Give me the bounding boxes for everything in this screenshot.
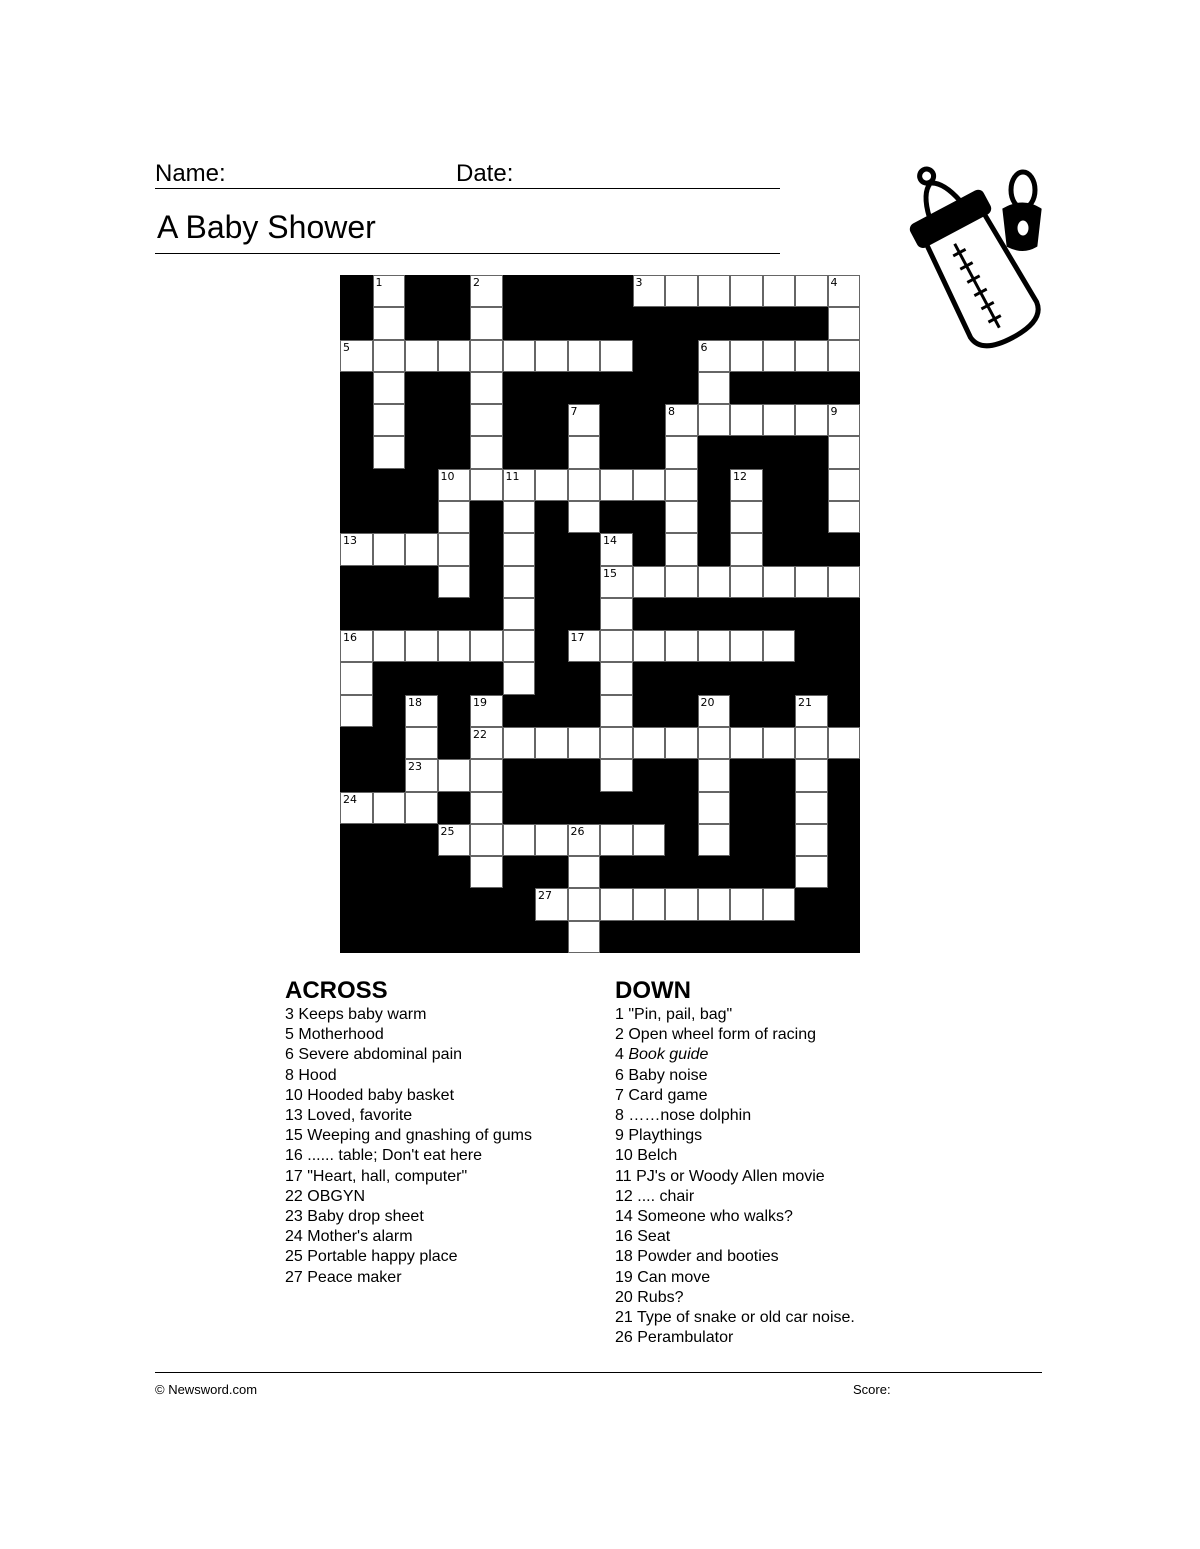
clue-number: 11 bbox=[505, 469, 520, 483]
grid-cell[interactable] bbox=[568, 340, 601, 372]
grid-cell[interactable] bbox=[535, 888, 568, 920]
grid-cell[interactable] bbox=[503, 533, 536, 565]
down-clue bbox=[615, 1247, 855, 1267]
down-heading: DOWN bbox=[615, 977, 691, 1004]
clue-num: 11 bbox=[615, 1167, 632, 1185]
clue-number: 21 bbox=[798, 695, 812, 709]
clue-text: Open wheel form of racing bbox=[628, 1026, 817, 1044]
down-clue bbox=[615, 1005, 855, 1025]
grid-cell[interactable] bbox=[568, 436, 601, 468]
grid-cell[interactable] bbox=[665, 436, 698, 468]
grid-cell[interactable] bbox=[470, 436, 503, 468]
grid-cell[interactable] bbox=[828, 275, 861, 307]
grid-cell[interactable] bbox=[503, 501, 536, 533]
clue-num: 21 bbox=[615, 1309, 633, 1327]
clue-num: 19 bbox=[615, 1268, 633, 1286]
clue-num: 6 bbox=[285, 1046, 294, 1064]
grid-cell[interactable] bbox=[568, 888, 601, 920]
grid-cell[interactable] bbox=[340, 533, 373, 565]
grid-cell[interactable] bbox=[828, 404, 861, 436]
grid-cell[interactable] bbox=[698, 404, 731, 436]
grid-cell[interactable] bbox=[730, 533, 763, 565]
grid-cell[interactable] bbox=[795, 275, 828, 307]
copyright: © Newsword.com bbox=[155, 1382, 258, 1397]
grid-cell[interactable] bbox=[470, 340, 503, 372]
clue-text: "Heart, hall, computer" bbox=[307, 1167, 468, 1185]
grid-cell[interactable] bbox=[568, 824, 601, 856]
grid-cell[interactable] bbox=[438, 630, 471, 662]
down-clue bbox=[615, 1207, 855, 1227]
across-clue bbox=[285, 1187, 532, 1207]
clue-text: Playthings bbox=[628, 1127, 703, 1145]
clue-text: Hooded baby basket bbox=[307, 1086, 455, 1104]
grid-cell[interactable] bbox=[405, 695, 438, 727]
clue-number: 12 bbox=[733, 469, 747, 483]
grid-cell[interactable] bbox=[828, 307, 861, 339]
grid-cell[interactable] bbox=[405, 792, 438, 824]
clue-num: 7 bbox=[615, 1086, 624, 1104]
clue-number: 6 bbox=[700, 340, 708, 354]
grid-cell[interactable] bbox=[600, 888, 633, 920]
grid-cell[interactable] bbox=[340, 792, 373, 824]
grid-cell[interactable] bbox=[470, 404, 503, 436]
grid-cell[interactable] bbox=[503, 630, 536, 662]
grid-cell[interactable] bbox=[535, 727, 568, 759]
clue-text: Peace maker bbox=[307, 1268, 402, 1286]
grid-cell[interactable] bbox=[535, 340, 568, 372]
down-clue bbox=[615, 1308, 855, 1328]
grid-cell[interactable] bbox=[373, 533, 406, 565]
grid-cell[interactable] bbox=[795, 566, 828, 598]
grid-cell[interactable] bbox=[828, 340, 861, 372]
clue-num: 4 bbox=[615, 1046, 624, 1064]
grid-cell[interactable] bbox=[763, 630, 796, 662]
across-heading: ACROSS bbox=[285, 977, 388, 1004]
grid-cell[interactable] bbox=[373, 340, 406, 372]
grid-cell[interactable] bbox=[795, 792, 828, 824]
grid-cell[interactable] bbox=[665, 501, 698, 533]
grid-cell[interactable] bbox=[600, 566, 633, 598]
clue-num: 8 bbox=[615, 1107, 624, 1125]
grid-cell[interactable] bbox=[438, 340, 471, 372]
grid-cell[interactable] bbox=[503, 824, 536, 856]
clue-text: ...... table; Don't eat here bbox=[307, 1147, 482, 1165]
grid-cell[interactable] bbox=[405, 727, 438, 759]
score-label: Score: bbox=[853, 1382, 891, 1397]
clue-number: 27 bbox=[538, 889, 552, 903]
grid-cell[interactable] bbox=[373, 307, 406, 339]
page-title: A Baby Shower bbox=[157, 209, 376, 245]
clue-number: 2 bbox=[473, 276, 480, 289]
clue-num: 14 bbox=[615, 1208, 633, 1226]
down-clue bbox=[615, 1328, 855, 1348]
footer-line bbox=[155, 1372, 1042, 1373]
clue-num: 6 bbox=[615, 1066, 624, 1084]
grid-cell[interactable] bbox=[470, 695, 503, 727]
grid-cell[interactable] bbox=[828, 436, 861, 468]
grid-cell[interactable] bbox=[470, 856, 503, 888]
grid-cell[interactable] bbox=[730, 888, 763, 920]
grid-cell[interactable] bbox=[633, 888, 666, 920]
grid-cell[interactable] bbox=[373, 630, 406, 662]
clue-number: 20 bbox=[700, 695, 715, 709]
clue-text: Mother's alarm bbox=[307, 1228, 413, 1246]
grid-cell[interactable] bbox=[438, 566, 471, 598]
across-clue bbox=[285, 1126, 532, 1146]
clue-num: 26 bbox=[615, 1329, 633, 1347]
clue-text: Powder and booties bbox=[637, 1248, 779, 1266]
grid-cell[interactable] bbox=[698, 824, 731, 856]
grid-cell[interactable] bbox=[795, 824, 828, 856]
down-clue bbox=[615, 1086, 855, 1106]
clue-num: 24 bbox=[285, 1228, 303, 1246]
down-clue bbox=[615, 1025, 855, 1045]
clue-text: Perambulator bbox=[637, 1329, 734, 1347]
grid-cell[interactable] bbox=[503, 598, 536, 630]
grid-cell[interactable] bbox=[600, 340, 633, 372]
grid-cell[interactable] bbox=[568, 856, 601, 888]
clue-text: Loved, favorite bbox=[307, 1107, 413, 1125]
baby-bottle-icon bbox=[905, 150, 1050, 350]
grid-cell[interactable] bbox=[795, 727, 828, 759]
grid-cell[interactable] bbox=[633, 469, 666, 501]
grid-cell[interactable] bbox=[600, 759, 633, 791]
grid-cell[interactable] bbox=[763, 275, 796, 307]
across-clue bbox=[285, 1066, 532, 1086]
grid-cell[interactable] bbox=[698, 888, 731, 920]
grid-cell[interactable] bbox=[665, 566, 698, 598]
grid-cell[interactable] bbox=[828, 727, 861, 759]
grid-cell[interactable] bbox=[405, 533, 438, 565]
grid-cell[interactable] bbox=[795, 340, 828, 372]
grid-cell[interactable] bbox=[373, 436, 406, 468]
grid-cell[interactable] bbox=[795, 695, 828, 727]
grid-cell[interactable] bbox=[730, 340, 763, 372]
clue-num: 27 bbox=[285, 1268, 303, 1286]
clue-text: Type of snake or old car noise. bbox=[636, 1309, 855, 1327]
across-clue bbox=[285, 1045, 532, 1065]
grid-cell[interactable] bbox=[438, 824, 471, 856]
down-clue bbox=[615, 1146, 855, 1166]
down-clue bbox=[615, 1045, 855, 1065]
across-clue bbox=[285, 1005, 532, 1025]
grid-cell[interactable] bbox=[340, 340, 373, 372]
grid-cell[interactable] bbox=[340, 662, 373, 694]
grid-cell[interactable] bbox=[665, 630, 698, 662]
clue-number: 22 bbox=[473, 728, 487, 741]
grid-cell[interactable] bbox=[568, 469, 601, 501]
grid-cell[interactable] bbox=[340, 630, 373, 662]
grid-cell[interactable] bbox=[698, 727, 731, 759]
down-clue bbox=[615, 1227, 855, 1247]
clue-text: PJ's or Woody Allen movie bbox=[636, 1167, 825, 1185]
clue-text: Rubs? bbox=[637, 1288, 684, 1306]
grid-cell[interactable] bbox=[665, 888, 698, 920]
crossword-grid bbox=[340, 275, 860, 953]
grid-cell[interactable] bbox=[470, 759, 503, 791]
grid-cell[interactable] bbox=[633, 824, 666, 856]
clue-num: 8 bbox=[285, 1066, 294, 1084]
grid-cell[interactable] bbox=[503, 469, 536, 501]
grid-cell[interactable] bbox=[438, 533, 471, 565]
clue-text: Book guide bbox=[628, 1046, 709, 1064]
grid-cell[interactable] bbox=[730, 566, 763, 598]
grid-cell[interactable] bbox=[600, 630, 633, 662]
clue-number: 15 bbox=[603, 566, 617, 580]
clue-text: Baby noise bbox=[628, 1066, 708, 1084]
grid-cell[interactable] bbox=[698, 340, 731, 372]
grid-cell[interactable] bbox=[438, 501, 471, 533]
clue-text: Belch bbox=[637, 1147, 678, 1165]
clue-num: 18 bbox=[615, 1248, 633, 1266]
grid-cell[interactable] bbox=[763, 340, 796, 372]
name-label: Name: bbox=[155, 160, 226, 187]
clue-number: 7 bbox=[570, 405, 578, 419]
grid-cell[interactable] bbox=[828, 469, 861, 501]
grid-cell[interactable] bbox=[503, 727, 536, 759]
grid-cell[interactable] bbox=[665, 727, 698, 759]
grid-cell[interactable] bbox=[405, 630, 438, 662]
clue-num: 17 bbox=[285, 1167, 303, 1185]
grid-cell[interactable] bbox=[698, 372, 731, 404]
clue-text: Keeps baby warm bbox=[298, 1006, 427, 1023]
clue-number: 9 bbox=[830, 405, 838, 419]
grid-cell[interactable] bbox=[373, 372, 406, 404]
grid-cell[interactable] bbox=[633, 630, 666, 662]
grid-cell[interactable] bbox=[698, 759, 731, 791]
clue-text: Motherhood bbox=[298, 1026, 384, 1044]
clue-text: ……nose dolphin bbox=[628, 1107, 752, 1125]
across-clue bbox=[285, 1247, 532, 1267]
clue-number: 24 bbox=[343, 792, 357, 806]
grid-cell[interactable] bbox=[795, 404, 828, 436]
clue-num: 16 bbox=[285, 1147, 303, 1165]
clue-number: 25 bbox=[440, 824, 455, 838]
clue-num: 9 bbox=[615, 1127, 624, 1145]
grid-cell[interactable] bbox=[828, 566, 861, 598]
clue-num: 15 bbox=[285, 1127, 303, 1145]
clue-number: 19 bbox=[473, 695, 487, 709]
grid-cell[interactable] bbox=[373, 275, 406, 307]
grid-cell[interactable] bbox=[470, 275, 503, 307]
grid-cell[interactable] bbox=[503, 566, 536, 598]
clue-number: 8 bbox=[668, 405, 675, 419]
clue-num: 5 bbox=[285, 1026, 294, 1044]
clue-num: 10 bbox=[615, 1147, 633, 1165]
grid-cell[interactable] bbox=[763, 888, 796, 920]
clue-text: Hood bbox=[298, 1066, 337, 1084]
clue-number: 1 bbox=[375, 276, 383, 289]
grid-cell[interactable] bbox=[665, 275, 698, 307]
clue-num: 22 bbox=[285, 1187, 303, 1205]
grid-cell[interactable] bbox=[698, 566, 731, 598]
grid-cell[interactable] bbox=[470, 824, 503, 856]
clue-num: 25 bbox=[285, 1248, 303, 1266]
across-clue bbox=[285, 1025, 532, 1045]
across-clue bbox=[285, 1268, 532, 1288]
grid-cell[interactable] bbox=[795, 856, 828, 888]
grid-cell[interactable] bbox=[600, 695, 633, 727]
grid-cell[interactable] bbox=[600, 824, 633, 856]
down-clue bbox=[615, 1126, 855, 1146]
grid-cell[interactable] bbox=[340, 695, 373, 727]
clue-num: 20 bbox=[615, 1288, 633, 1306]
grid-cell[interactable] bbox=[568, 630, 601, 662]
grid-cell[interactable] bbox=[633, 727, 666, 759]
down-clue bbox=[615, 1187, 855, 1207]
grid-cell[interactable] bbox=[535, 469, 568, 501]
down-clue bbox=[615, 1167, 855, 1187]
grid-cell[interactable] bbox=[470, 372, 503, 404]
grid-cell[interactable] bbox=[698, 275, 731, 307]
clue-num: 10 bbox=[285, 1086, 303, 1104]
grid-cell[interactable] bbox=[763, 727, 796, 759]
clue-text: Someone who walks? bbox=[637, 1208, 793, 1226]
clue-num: 3 bbox=[285, 1006, 294, 1023]
grid-cell[interactable] bbox=[438, 469, 471, 501]
down-clue bbox=[615, 1066, 855, 1086]
clue-text: OBGYN bbox=[307, 1187, 366, 1205]
grid-cell[interactable] bbox=[470, 727, 503, 759]
clue-text: Severe abdominal pain bbox=[298, 1046, 463, 1064]
clue-num: 2 bbox=[615, 1026, 624, 1044]
across-clue bbox=[285, 1227, 532, 1247]
grid-cell[interactable] bbox=[503, 340, 536, 372]
down-clue bbox=[615, 1288, 855, 1308]
clue-number: 10 bbox=[440, 469, 455, 483]
grid-cell[interactable] bbox=[730, 404, 763, 436]
grid-cell[interactable] bbox=[373, 792, 406, 824]
grid-cell[interactable] bbox=[568, 921, 601, 953]
clue-number: 14 bbox=[603, 534, 617, 548]
clue-num: 12 bbox=[615, 1187, 633, 1205]
grid-cell[interactable] bbox=[600, 662, 633, 694]
clue-text: Weeping and gnashing of gums bbox=[307, 1127, 532, 1145]
grid-cell[interactable] bbox=[438, 759, 471, 791]
grid-cell[interactable] bbox=[730, 469, 763, 501]
grid-cell[interactable] bbox=[568, 501, 601, 533]
grid-cell[interactable] bbox=[665, 469, 698, 501]
clue-number: 16 bbox=[343, 631, 357, 645]
clue-num: 16 bbox=[615, 1228, 633, 1246]
grid-cell[interactable] bbox=[535, 824, 568, 856]
grid-cell[interactable] bbox=[730, 275, 763, 307]
grid-cell[interactable] bbox=[795, 759, 828, 791]
name-date-line bbox=[155, 188, 780, 189]
grid-cell[interactable] bbox=[763, 566, 796, 598]
down-clue-list bbox=[615, 1005, 855, 1348]
grid-cell[interactable] bbox=[828, 501, 861, 533]
clue-num: 23 bbox=[285, 1208, 303, 1226]
down-clue bbox=[615, 1106, 855, 1126]
clue-text: .... chair bbox=[637, 1187, 695, 1205]
clue-number: 26 bbox=[570, 824, 585, 838]
grid-cell[interactable] bbox=[698, 792, 731, 824]
clue-number: 17 bbox=[570, 631, 585, 645]
grid-cell[interactable] bbox=[763, 404, 796, 436]
title-line bbox=[155, 253, 780, 254]
grid-cell[interactable] bbox=[373, 404, 406, 436]
clue-text: Portable happy place bbox=[307, 1248, 458, 1266]
clue-text: "Pin, pail, bag" bbox=[628, 1006, 733, 1023]
grid-cell[interactable] bbox=[730, 630, 763, 662]
grid-cell[interactable] bbox=[698, 695, 731, 727]
clue-number: 13 bbox=[343, 534, 357, 548]
date-label: Date: bbox=[456, 160, 514, 187]
clue-num: 1 bbox=[615, 1006, 624, 1023]
across-clue bbox=[285, 1167, 532, 1187]
grid-cell[interactable] bbox=[470, 630, 503, 662]
grid-cell[interactable] bbox=[470, 469, 503, 501]
grid-cell[interactable] bbox=[600, 598, 633, 630]
across-clue-list bbox=[285, 1005, 532, 1288]
clue-text: Seat bbox=[637, 1228, 671, 1246]
clue-text: Card game bbox=[628, 1086, 708, 1104]
across-clue bbox=[285, 1207, 532, 1227]
grid-cell[interactable] bbox=[470, 792, 503, 824]
grid-cell[interactable] bbox=[600, 727, 633, 759]
grid-cell[interactable] bbox=[730, 501, 763, 533]
clue-number: 4 bbox=[830, 276, 838, 289]
grid-cell[interactable] bbox=[665, 404, 698, 436]
grid-cell[interactable] bbox=[633, 275, 666, 307]
down-clue bbox=[615, 1268, 855, 1288]
grid-cell[interactable] bbox=[633, 566, 666, 598]
clue-text: Can move bbox=[637, 1268, 711, 1286]
clue-number: 23 bbox=[408, 760, 422, 774]
grid-cell[interactable] bbox=[665, 533, 698, 565]
clue-number: 18 bbox=[408, 695, 422, 709]
grid-cell[interactable] bbox=[405, 759, 438, 791]
clue-num: 13 bbox=[285, 1107, 303, 1125]
grid-cell[interactable] bbox=[698, 630, 731, 662]
across-clue bbox=[285, 1086, 532, 1106]
grid-cell[interactable] bbox=[730, 727, 763, 759]
grid-cell[interactable] bbox=[568, 404, 601, 436]
clue-number: 3 bbox=[635, 276, 643, 289]
grid-cell[interactable] bbox=[600, 533, 633, 565]
across-clue bbox=[285, 1106, 532, 1126]
grid-cell[interactable] bbox=[470, 307, 503, 339]
across-clue bbox=[285, 1146, 532, 1166]
grid-cell[interactable] bbox=[503, 662, 536, 694]
grid-cell[interactable] bbox=[568, 727, 601, 759]
clue-number: 5 bbox=[343, 340, 350, 354]
grid-cell[interactable] bbox=[405, 340, 438, 372]
clue-text: Baby drop sheet bbox=[307, 1208, 424, 1226]
grid-cell[interactable] bbox=[600, 469, 633, 501]
